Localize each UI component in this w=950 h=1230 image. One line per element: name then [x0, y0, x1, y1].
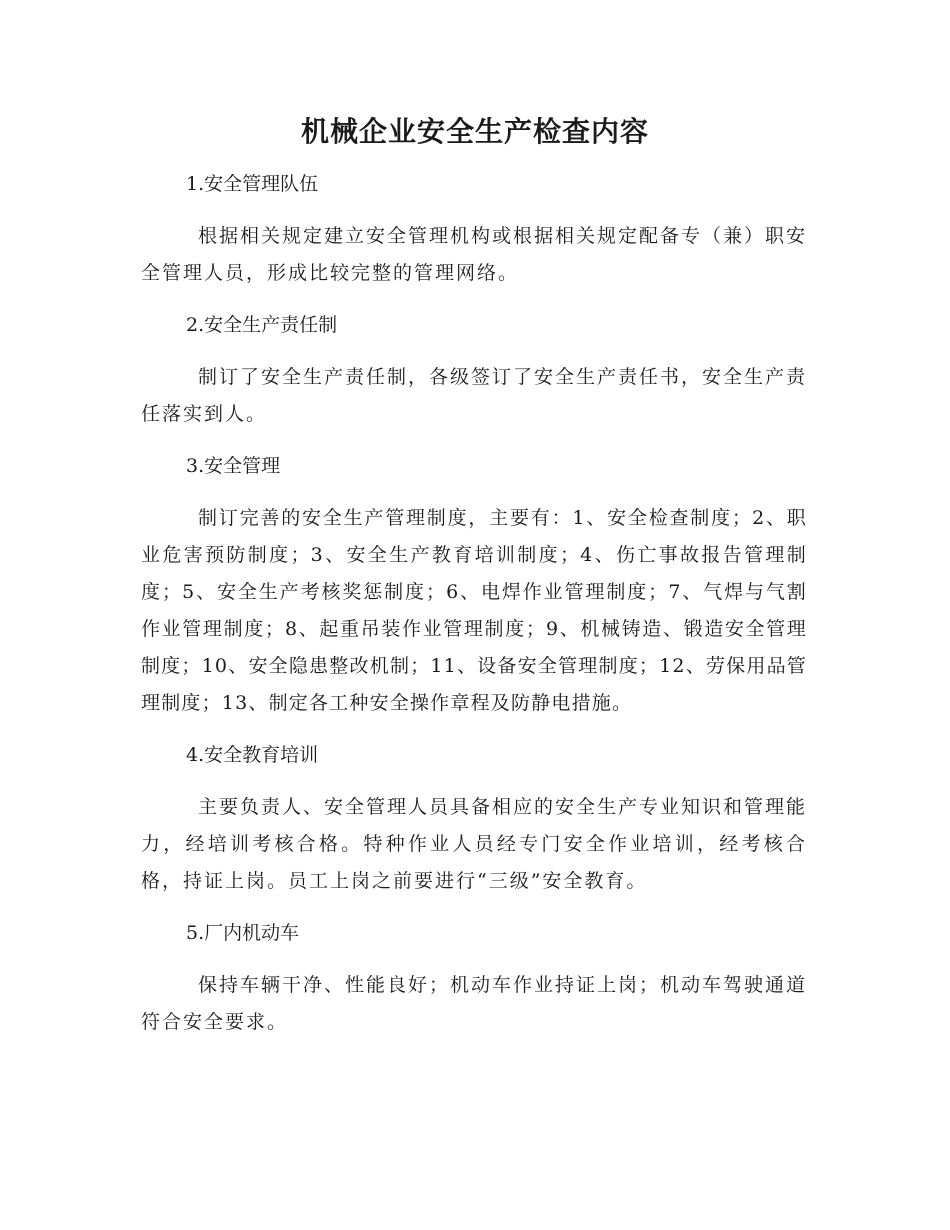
section-heading: 4.安全教育培训 — [186, 744, 319, 766]
section-heading: 3.安全管理 — [186, 455, 281, 477]
section-heading: 1.安全管理队伍 — [186, 173, 319, 195]
section-paragraph: 主要负责人、安全管理人员具备相应的安全生产专业知识和管理能力，经培训考核合格。特种作业人员经专门安全作业培训，经考核合格，持证上岗。员工上岗之前要进行“三级”安全教育。 — [141, 796, 808, 892]
document-title: 机械企业安全生产检查内容 — [300, 115, 649, 148]
section-paragraph: 根据相关规定建立安全管理机构或根据相关规定配备专（兼）职安全管理人员，形成比较完整的管理网络。 — [141, 225, 808, 284]
section-heading: 5.厂内机动车 — [186, 922, 300, 944]
section-paragraph: 制订了安全生产责任制，各级签订了安全生产责任书，安全生产责任落实到人。 — [141, 366, 808, 425]
section-paragraph: 保持车辆干净、性能良好；机动车作业持证上岗；机动车驾驶通道符合安全要求。 — [141, 974, 808, 1033]
section-heading: 2.安全生产责任制 — [186, 314, 338, 336]
section-paragraph: 制订完善的安全生产管理制度，主要有：1、安全检查制度；2、职业危害预防制度；3、安全生产教育培训制度；4、伤亡事故报告管理制度；5、安全生产考核奖惩制度；6、电焊作业管理制度；7、气焊与气割作业管理制度；8、起重吊装作业管理制度；9、机械铸造、锻造安全管理制度；10、安全隐患整改机制；11、设备安全管理制度；12、劳保用品管理制度；13、制定各工种安全操作章程及防静电措施。 — [141, 507, 807, 714]
document-body — [141, 166, 807, 1056]
